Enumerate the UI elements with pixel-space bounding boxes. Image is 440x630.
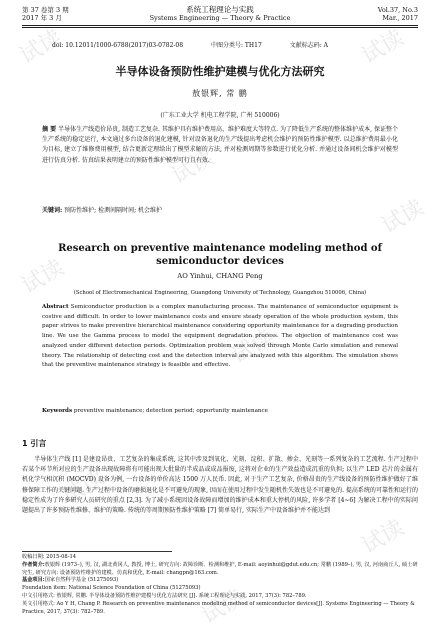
watermark: 试读 [377,195,429,240]
abstract-text-en: Semiconductor production is a complex manufacturing process. The maintenance of semiconductor equipment is costive and difficult. In order to lower maintenance costs and ensure steady operation of the whole production system, this paper strives to make preventive hierarchical maintenance considering opportunity maintenance for a degrading production line. We use the Gamma process to model the equipment degradation process. The objection of maintenance cost was analyzed under different detection periods. Optimization problem was solved through Monte Carlo simulation and renewal theory. The relationship of detecting cost and the detection interval are analyzed with this algorithm. The simulation shows that the preventive maintenance strategy is feasible and effective. [42,304,398,369]
volume-en: Vol.37, No.3 [377,6,418,14]
footnote-rule [22,551,172,552]
keywords-label-cn: 关键词: [42,207,63,214]
keywords-en [42,408,398,414]
title-cn: 半导体设备预防性维护建模与优化方法研究 [115,65,325,78]
section-heading: 1 引言 [22,439,47,448]
abstract-en [42,303,398,371]
footnotes [22,554,418,616]
citation-cn: 中文引用格式: 敖银辉, 常鹏. 半导体设备预防性维护建模与优化方法研究 [J]. 系统工程理论与实践, 2017, 37(3): 782–789. [22,592,307,599]
journal-name-cn: 系统工程理论与实践 [186,5,254,14]
watermark: 试读 [167,145,219,190]
body-paragraph [22,455,418,516]
author-bio: 作者简介:敖银辉 (1973–), 男, 汉, 湖北黄冈人, 教授, 博士, 研究方向: 故障诊断、检测和维护, E-mail: aoyinhui@gdut.edu.cn; 常鹏 (1989–), 男, 汉, 河南商丘人, 硕士研究生, 研究方向: 设备预防性维护的建模、仿真和优化, E-mail: changpn@163.com. [22,561,418,576]
abstract-label-cn: 摘 要 [42,126,57,133]
article-meta [52,40,354,49]
watermark: 试读 [357,515,409,560]
document-code: 文献标志码: A [289,42,328,49]
abstract-label-en: Abstract [42,304,69,310]
watermark: 试读 [15,25,67,70]
header-rule-thin [22,27,418,28]
authors-cn: 敖银辉, 常 鹏 [192,89,248,98]
clc-number: 中图分类号: TH17 [210,42,262,49]
keywords-label-en: Keywords [42,408,73,414]
doi: doi: 10.12011/1000-6788(2017)03-0782-08 [52,42,184,49]
received-date: 收稿日期: 2015-08-14 [22,554,77,560]
watermark: 试读 [57,465,109,510]
journal-name-en: Systems Engineering — Theory & Practice [149,14,291,22]
watermark: 试读 [17,255,69,300]
fund-en: Foundation item: National Science Foundation of China (51275093) [22,585,201,592]
date-en: Mar., 2017 [382,14,418,22]
watermark: 试读 [227,325,279,370]
header-rule [22,25,418,26]
watermark: 试读 [197,585,249,630]
citation-en: 英文引用格式: Ao Y H, Chang P. Research on preventive maintenance modeling method of semiconductor devices[J]. Systems Engineering — Theory & Practice, 2017, 37(3): 782–789. [22,600,415,615]
keywords-text-cn: 预防性维护; 检测间隔时间; 机会维护 [64,207,162,214]
date-cn: 2017 年 3 月 [22,14,62,22]
title-en: Research on preventive maintenance modeling method of semiconductor devices [58,243,382,267]
authors-en: AO Yinhui, CHANG Peng [177,272,263,280]
volume-cn: 第 37 卷第 3 期 [22,6,69,14]
affiliation-en: (School of Electromechanical Engineering, Guangdong University of Technology, Guangzhou 510006, China) [73,290,367,296]
keywords-text-en: preventive maintenance; detection period; opportunity maintenance [73,408,268,414]
affiliation-cn: (广东工业大学 机电工程学院, 广州 510006) [160,112,280,119]
abstract-cn [42,125,398,166]
keywords-cn [42,205,398,214]
abstract-text-cn: 半导体生产线造价昂贵, 制造工艺复杂. 其维护具有维护费用高、维护难度大等特点. 为了降低生产系统的整体维护成本, 保证整个生产系统的稳定运行, 本文通过多台设备的退化建模, 针对设备退化的生产线提出考虑机会维护的预防性维护模型. 以总维护费用最小化为目标, 建立了维修费用模型, 结合更新定理给出了模型求解的方法, 并对检测周期等参数进行优化分析. 并通过设备间机会维护对模型进行仿真分析. 仿真结果表明建立的预防性维护模型可行且有效. [42,126,398,164]
watermark: 试读 [357,25,409,70]
intro-text: 半导体生产线 [1] 是建设昂贵、工艺复杂的集成系统, 这其中涉及到氧化、光刻、淀积、扩散、掺金、光刻等一系列复杂的工艺流程. 生产过程中若某个环节所对应的生产设备出现故障将有可能出现大批量的半成品或成品报废, 这将对企业的生产效益造成沉重的负担; 以生产 LED 芯片的金属有机化学气相沉积 (MOCVD) 设备为例, 一台设备的单价高达 1500 万人民币. 因此, 对于生产工艺复杂, 价格昂贵的生产线设备的预防性维护做好了维修保障工作的关键问题. 生产过程中设备的磨损退化是不可避免的现象, 因而在使用过程中发生随机性失效也是不可避免的. 提高系统的可靠性和运行的稳定性成为了许多研究人员研究的重点 [2,3]. 为了减小系统因设备故障而增加的维护成本和重大停机的风险, 许多学者 [4~6] 为解决工程中的实际问题提出了许多预防性维修、维护的策略. 传统的等周期预防性维护策略 [7] 简单易行, 实际生产中设备维护并不能达到 [22,456,418,515]
fund: 基金项目:国家自然科学基金 (51275093) [22,577,119,584]
